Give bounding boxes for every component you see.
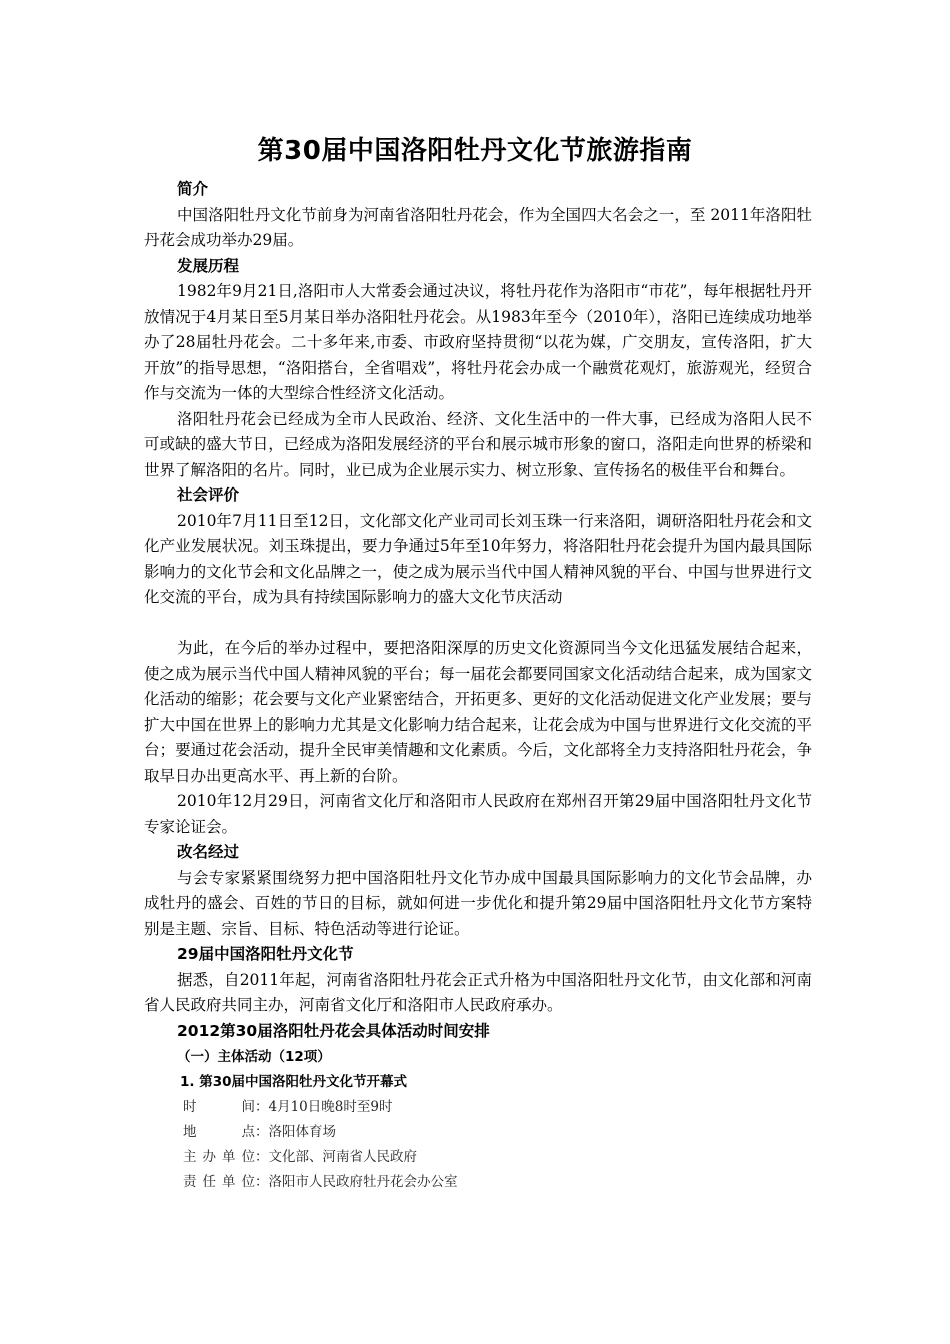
section-heading-festival29: 29届中国洛阳牡丹文化节	[177, 945, 354, 963]
detail-row-location	[144, 1120, 812, 1145]
detail-label: 地点	[183, 1124, 255, 1140]
detail-label: 时间	[183, 1099, 255, 1115]
paragraph: 1982年9月21日,洛阳市人大常委会通过决议，将牡丹花作为洛阳市“市花”，每年根据牡丹开放情况于4月某日至5月某日举办洛阳牡丹花会。从1983年至今（2010年），洛阳已连续成功地举办了28届牡丹花会。二十多年来,市委、市政府坚持贯彻“以花为媒，广交朋友，宣传洛阳，扩大开放”的指导思想，“洛阳搭台，全省唱戏”，将牡丹花会办成一个融赏花观灯，旅游观光，经贸合作与交流为一体的大型综合性经济文化活动。	[144, 282, 812, 402]
detail-row-host	[144, 1145, 812, 1170]
detail-colon: ：	[255, 1099, 269, 1115]
section-heading-history: 发展历程	[177, 256, 240, 275]
paragraph: 为此，在今后的举办过程中，要把洛阳深厚的历史文化资源同当今文化迅猛发展结合起来，使之成为展示当代中国人精神风貌的平台；每一届花会都要同国家文化活动结合起来，成为国家文化活动的缩影；花会要与文化产业紧密结合，开拓更多、更好的文化活动促进文化产业发展；要与扩大中国在世界上的影响力尤其是文化影响力结合起来，让花会成为中国与世界进行文化交流的平台；要通过花会活动，提升全民审美情趣和文化素质。今后，文化部将全力支持洛阳牡丹花会，争取早日办出更高水平、再上新的台阶。	[144, 639, 812, 785]
detail-colon: ：	[255, 1149, 269, 1165]
section-heading-review: 社会评价	[177, 486, 240, 504]
detail-label: 责任单位	[183, 1174, 255, 1190]
section-heading-intro: 简介	[177, 180, 209, 198]
paragraph: 与会专家紧紧围绕努力把中国洛阳牡丹文化节办成中国最具国际影响力的文化节会品牌，办成牡丹的盛会、百姓的节日的目标，就如何进一步优化和提升第29届中国洛阳牡丹文化节方案特别是主题、宗旨、目标、特色活动等进行论证。	[144, 868, 812, 938]
section-heading-rename: 改名经过	[177, 843, 240, 861]
detail-value: 文化部、河南省人民政府	[268, 1149, 417, 1165]
section-heading-schedule: 2012第30届洛阳牡丹花会具体活动时间安排	[177, 1021, 490, 1040]
paragraph: 中国洛阳牡丹文化节前身为河南省洛阳牡丹花会，作为全国四大名会之一，至 2011年洛阳牡丹花会成功举办29届。	[144, 205, 812, 249]
paragraph: 洛阳牡丹花会已经成为全市人民政治、经济、文化生活中的一件大事，已经成为洛阳人民不可或缺的盛大节日，已经成为洛阳发展经济的平台和展示城市形象的窗口，洛阳走向世界的桥梁和世界了解洛阳的名片。同时，业已成为企业展示实力、树立形象、宣传扬名的极佳平台和舞台。	[144, 409, 812, 479]
detail-value: 洛阳市人民政府牡丹花会办公室	[268, 1174, 458, 1190]
schedule-subheading: （一）主体活动（12项）	[177, 1049, 331, 1065]
blank-line	[144, 611, 812, 637]
paragraph: 2010年7月11日至12日，文化部文化产业司司长刘玉珠一行来洛阳，调研洛阳牡丹花会和文化产业发展状况。刘玉珠提出，要力争通过5年至10年努力，将洛阳牡丹花会提升为国内最具国际影响力的文化节会和文化品牌之一，使之成为展示当代中国人精神风貌的平台、中国与世界进行文化交流的平台，成为具有持续国际影响力的盛大文化节庆活动	[144, 511, 812, 606]
document-title: 第30届中国洛阳牡丹文化节旅游指南	[257, 136, 693, 166]
detail-row-responsible	[144, 1170, 812, 1195]
detail-colon: ：	[255, 1174, 269, 1190]
document-body	[144, 177, 812, 1195]
detail-label: 主办单位	[183, 1149, 255, 1165]
detail-row-time	[144, 1095, 812, 1120]
paragraph: 据悉，自2011年起，河南省洛阳牡丹花会正式升格为中国洛阳牡丹文化节，由文化部和河南省人民政府共同主办，河南省文化厅和洛阳市人民政府承办。	[144, 970, 812, 1014]
schedule-item-title: 1. 第30届中国洛阳牡丹文化节开幕式	[180, 1074, 408, 1090]
detail-colon: ：	[255, 1124, 269, 1140]
paragraph: 2010年12月29日，河南省文化厅和洛阳市人民政府在郑州召开第29届中国洛阳牡丹文化节专家论证会。	[144, 792, 812, 836]
detail-value: 4月10日晚8时至9时	[268, 1099, 393, 1115]
detail-value: 洛阳体育场	[268, 1124, 336, 1140]
